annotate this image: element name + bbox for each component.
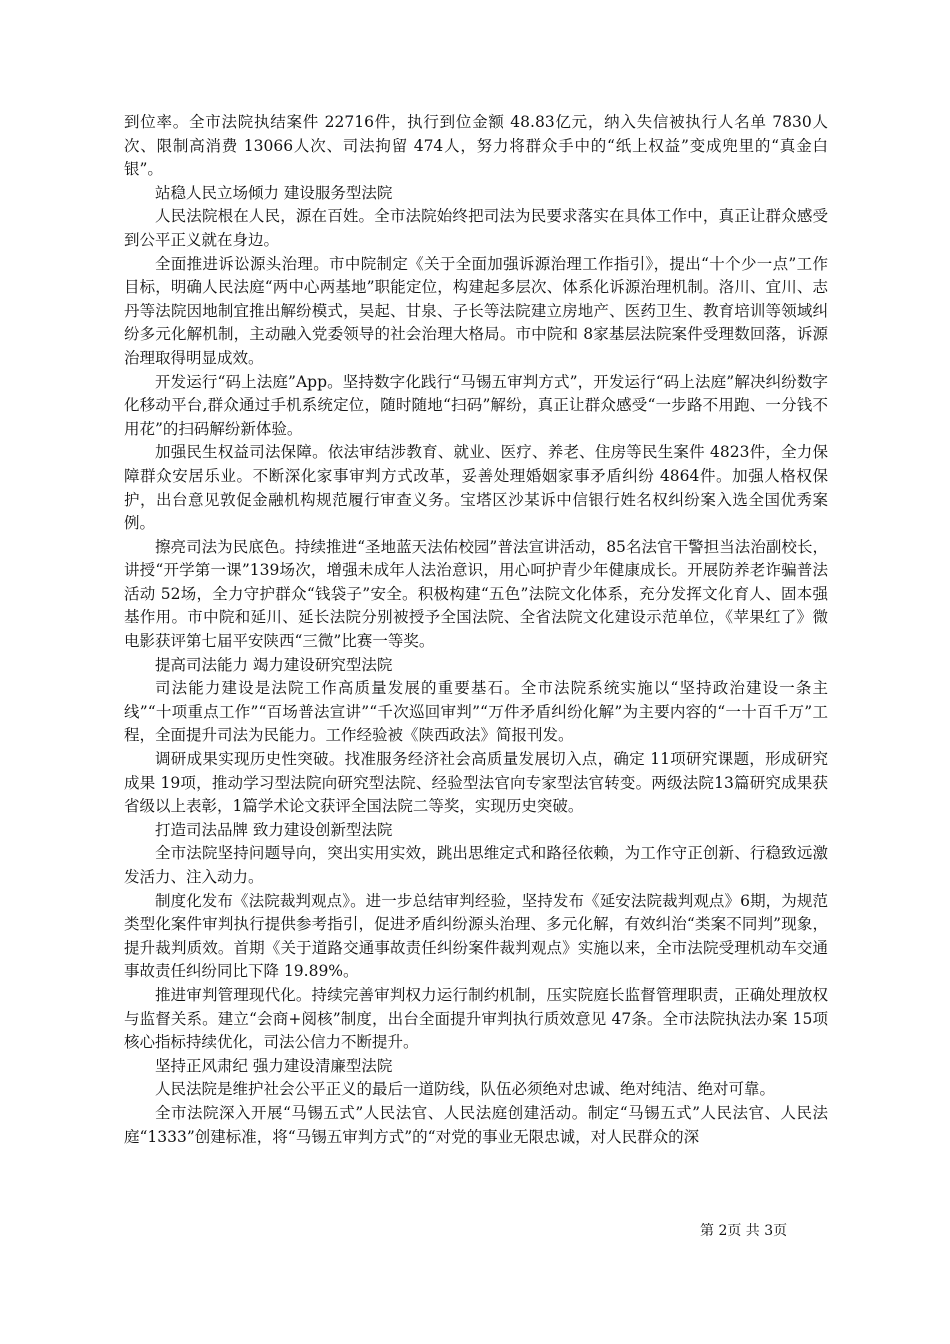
section-heading: 站稳人民立场倾力 建设服务型法院 — [155, 183, 393, 202]
paragraph: 擦亮司法为民底色。持续推进“圣地蓝天法佑校园”普法宣讲活动，85名法官干警担当法治副校长，讲授“开学第一课”139场次，增强未成年人法治意识，用心呵护青少年健康成长。开展防养老诈骗普法活动 52场，全力守护群众“钱袋子”安全。积极构建“五色”法院文化体系，充分发挥文化育人、固本强基作用。市中院和延川、延长法院分别被授予全国法院、全省法院文化建设示范单位，《苹果红了》微电影获评第七届平安陕西“三微”比赛一等奖。 — [124, 537, 828, 651]
section-heading: 提高司法能力 竭力建设研究型法院 — [155, 655, 393, 674]
document-body — [124, 111, 828, 1149]
paragraph: 全市法院深入开展“马锡五式”人民法官、人民法庭创建活动。制定“马锡五式”人民法官、人民法庭“1333”创建标准，将“马锡五审判方式”的“对党的事业无限忠诚，对人民群众的深 — [124, 1103, 828, 1146]
paragraph: 人民法院根在人民，源在百姓。全市法院始终把司法为民要求落实在具体工作中，真正让群众感受到公平正义就在身边。 — [124, 207, 828, 249]
paragraph: 制度化发布《法院裁判观点》。进一步总结审判经验，坚持发布《延安法院裁判观点》6期，为规范类型化案件审判执行提供参考指引，促进矛盾纠纷源头治理、多元化解，有效纠治“类案不同判”现象，提升裁判质效。首期《关于道路交通事故责任纠纷案件裁判观点》实施以来，全市法院受理机动车交通事故责任纠纷同比下降 19.89%。 — [124, 891, 828, 981]
paragraph: 调研成果实现历史性突破。找准服务经济社会高质量发展切入点，确定 11项研究课题，形成研究成果 19项，推动学习型法院向研究型法院、经验型法官向专家型法官转变。两级法院13篇研究成果获省级以上表彰，1篇学术论文获评全国法院二等奖，实现历史突破。 — [124, 750, 828, 816]
section-heading: 打造司法品牌 致力建设创新型法院 — [155, 820, 393, 839]
paragraph: 人民法院是维护社会公平正义的最后一道防线，队伍必须绝对忠诚、绝对纯洁、绝对可靠。 — [155, 1080, 776, 1099]
section-heading: 坚持正风肃纪 强力建设清廉型法院 — [155, 1056, 393, 1075]
paragraph: 全面推进诉讼源头治理。市中院制定《关于全面加强诉源治理工作指引》，提出“十个少一点”工作目标，明确人民法庭“两中心两基地”职能定位，构建起多层次、体系化诉源治理机制。洛川、宜川、志丹等法院因地制宜推出解纷模式，吴起、甘泉、子长等法院建立房地产、医药卫生、教育培训等领域纠纷多元化解机制，主动融入党委领导的社会治理大格局。市中院和 8家基层法院案件受理数回落，诉源治理取得明显成效。 — [124, 254, 828, 367]
paragraph: 推进审判管理现代化。持续完善审判权力运行制约机制，压实院庭长监督管理职责，正确处理放权与监督关系。建立“会商+阅核”制度，出台全面提升审判执行质效意见 47条。全市法院执法办案 15项核心指标持续优化，司法公信力不断提升。 — [124, 985, 828, 1052]
paragraph: 全市法院坚持问题导向，突出实用实效，跳出思维定式和路径依赖，为工作守正创新、行稳致远激发活力、注入动力。 — [124, 844, 828, 886]
paragraph: 到位率。全市法院执结案件 22716件，执行到位金额 48.83亿元，纳入失信被执行人名单 7830人次、限制高消费 13066人次、司法拘留 474人，努力将群众手中的“纸上权益”变成兜里的“真金白银”。 — [124, 113, 828, 179]
paragraph: 开发运行“码上法庭”App。坚持数字化践行“马锡五审判方式”，开发运行“码上法庭”解决纠纷数字化移动平台,群众通过手机系统定位，随时随地“扫码”解纷，真正让群众感受“一步路不用跑、一分钱不用花”的扫码解纷新体验。 — [124, 372, 828, 438]
paragraph: 司法能力建设是法院工作高质量发展的重要基石。全市法院系统实施以“坚持政治建设一条主线”“十项重点工作”“百场普法宣讲”“千次巡回审判”“万件矛盾纠纷化解”为主要内容的“一十百千万”工程，全面提升司法为民能力。工作经验被《陕西政法》简报刊发。 — [124, 679, 828, 745]
page-number: 第 2页 共 3页 — [700, 1223, 788, 1239]
paragraph: 加强民生权益司法保障。依法审结涉教育、就业、医疗、养老、住房等民生案件 4823件，全力保障群众安居乐业。不断深化家事审判方式改革，妥善处理婚姻家事矛盾纠纷 4864件。加强人格权保护，出台意见敦促金融机构规范履行审查义务。宝塔区沙某诉中信银行姓名权纠纷案入选全国优秀案例。 — [124, 443, 828, 533]
